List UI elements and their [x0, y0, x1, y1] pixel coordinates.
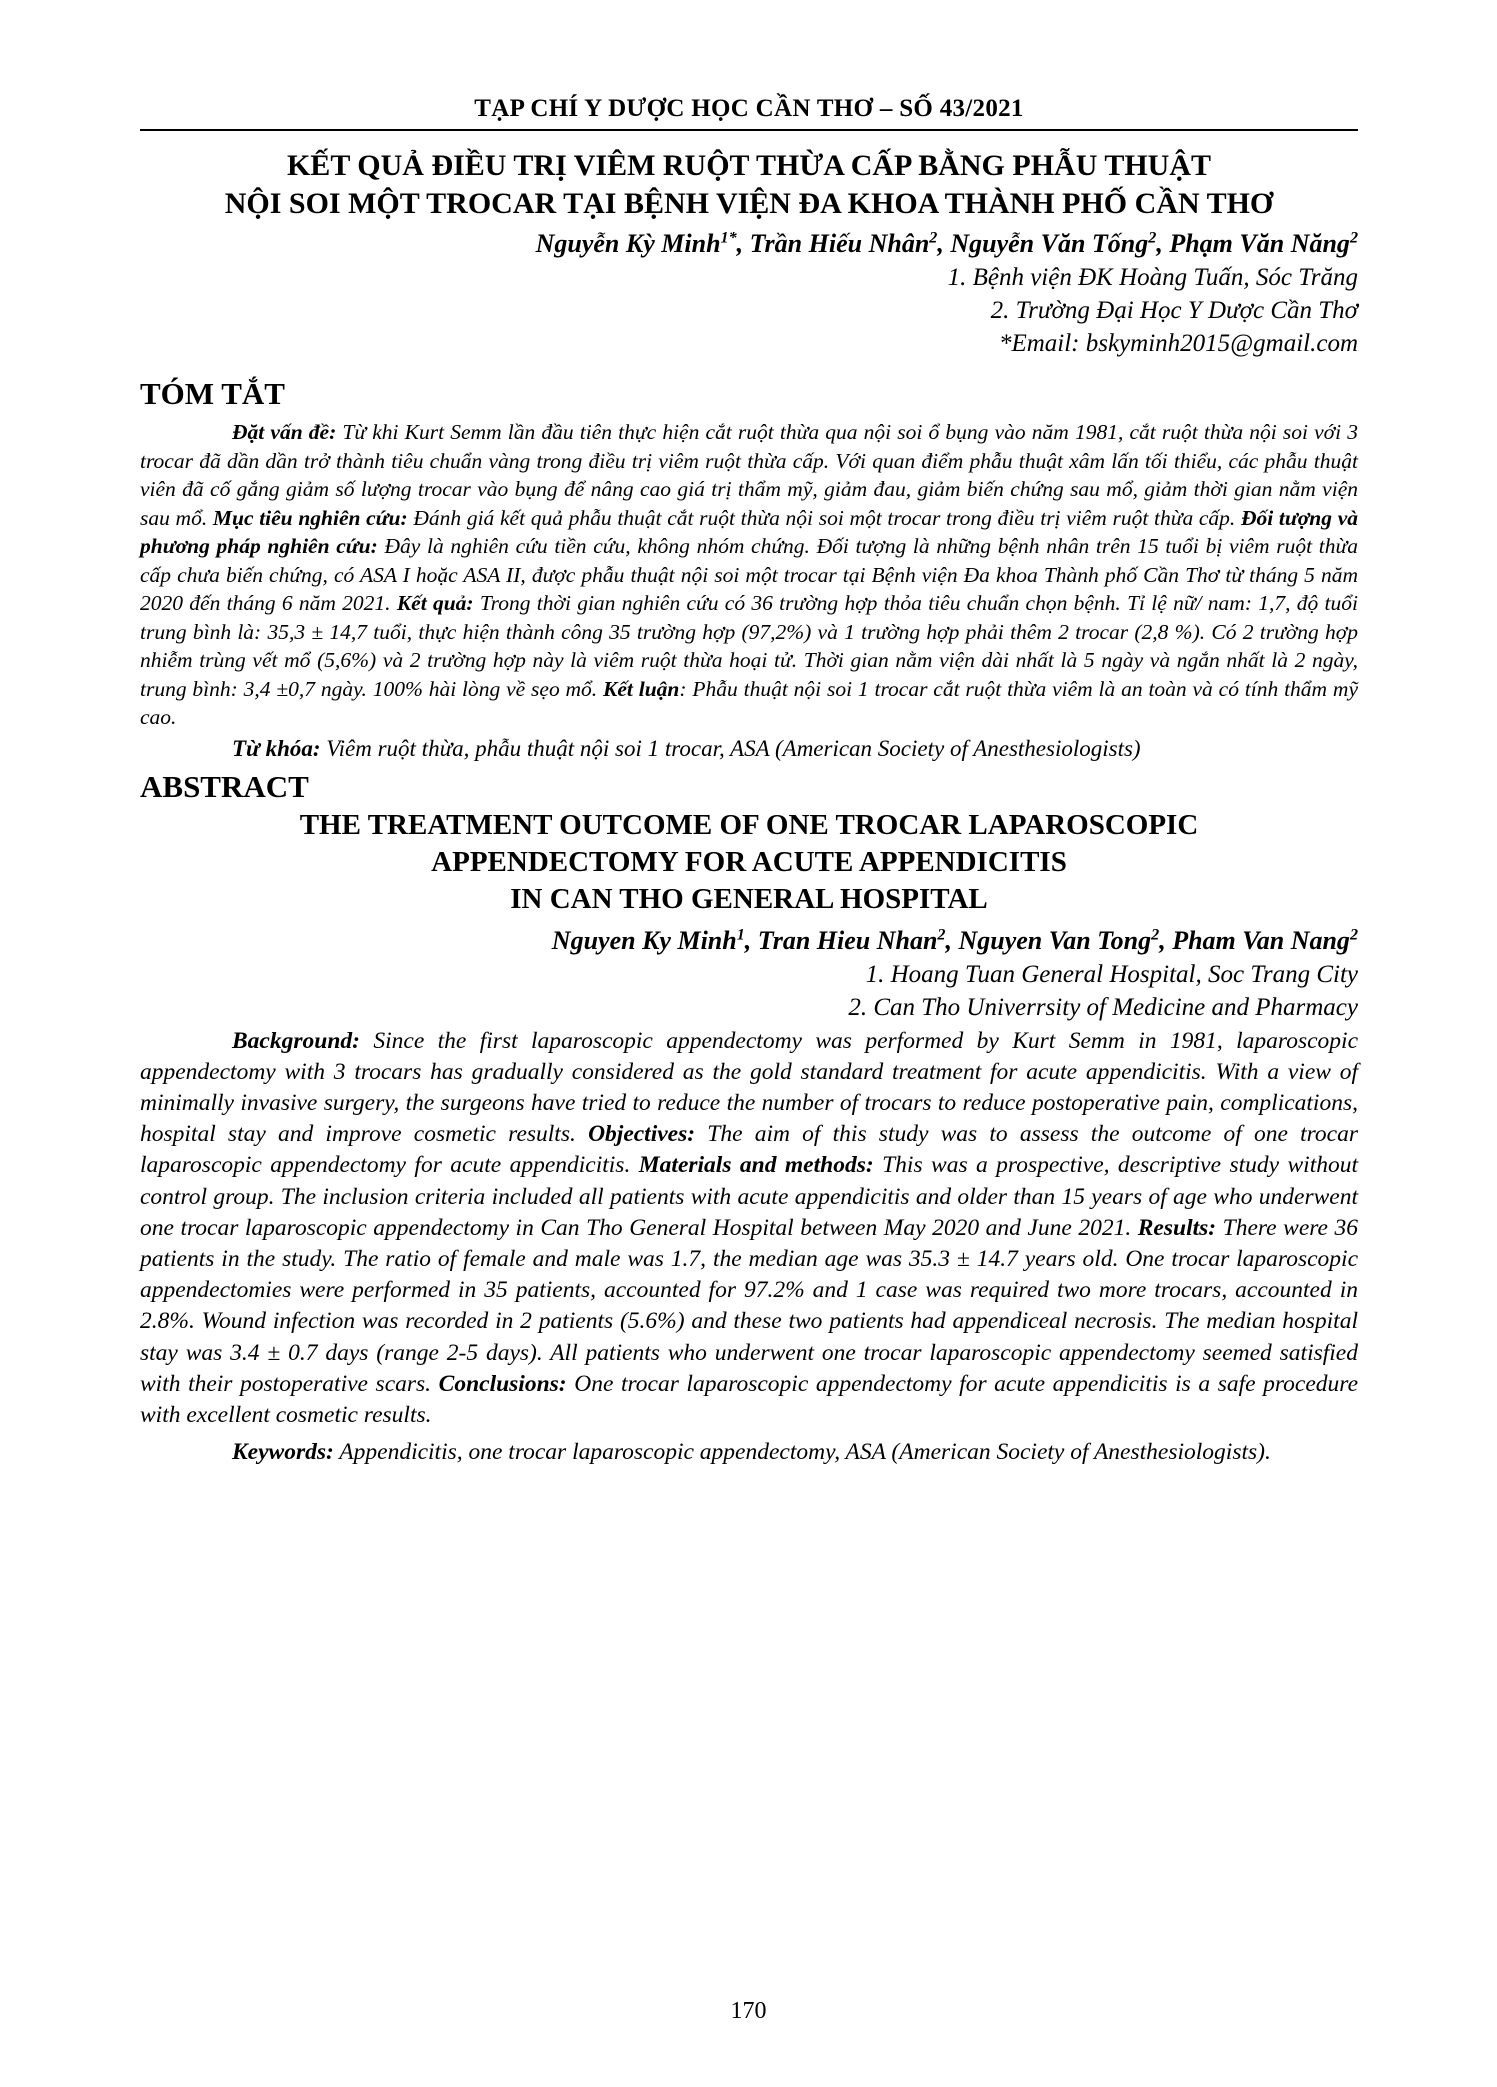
text-doi-tuong: Đây là nghiên cứu tiền cứu, không nhóm chứng. Đối tượng là những bệnh nhân trên 15 tuổi bị viêm ruột thừa cấp chưa biến chứng, có ASA I hoặc ASA II, được phẫu thuật nội soi một trocar tại Bệnh viện Đa khoa Thành phố Cần Thơ từ tháng 5 năm 2020 đến tháng 6 năm 2021.	[140, 534, 1358, 615]
label-ket-qua: Kết quả:	[396, 591, 474, 615]
label-ket-luan: Kết luận	[603, 676, 680, 701]
authors-vietnamese	[140, 227, 1358, 261]
author-separator: ,	[1156, 229, 1170, 258]
author-affiliation-mark: 1	[736, 925, 745, 943]
author-affiliation-mark: 2	[1349, 229, 1358, 247]
author-affiliation-mark: 2	[937, 925, 946, 943]
author-separator: ,	[736, 229, 750, 258]
author-name: Tran Hieu Nhan	[757, 925, 938, 955]
abstract-heading: ABSTRACT	[140, 768, 309, 804]
affiliations-vietnamese	[140, 261, 1358, 360]
page-number: 170	[730, 1998, 767, 2024]
label-tu-khoa: Từ khóa:	[232, 735, 321, 761]
title-en-line-2: APPENDECTOMY FOR ACUTE APPENDICITIS	[431, 845, 1067, 878]
text-tu-khoa: Viêm ruột thừa, phẫu thuật nội soi 1 trocar, ASA (American Society of Anesthesiologists)	[320, 735, 1141, 761]
affiliation-en-2: 2. Can Tho Univerrsity of Medicine and Pharmacy	[848, 993, 1358, 1021]
label-objectives: Objectives:	[588, 1121, 696, 1148]
author-affiliation-mark: 2	[1349, 925, 1358, 943]
text-ket-luan: : Phẫu thuật nội soi 1 trocar cắt ruột thừa viêm là an toàn và có tính thẩm mỹ cao.	[140, 676, 1358, 729]
author-name: Nguyễn Văn Tống	[950, 229, 1149, 258]
title-vn-line-2: NỘI SOI MỘT TROCAR TẠI BỆNH VIỆN ĐA KHOA THÀNH PHỐ CẦN THƠ	[224, 187, 1274, 220]
label-dat-van-de: Đặt vấn đề:	[232, 420, 337, 444]
label-doi-tuong: Đối tượng và phương pháp nghiên cứu:	[140, 505, 1358, 558]
text-muc-tieu: Đánh giá kết quả phẫu thuật cắt ruột thừa nội soi một trocar trong điều trị viêm ruột thừa cấp.	[407, 505, 1236, 530]
author-affiliation-mark: 2	[1148, 229, 1157, 247]
tomtat-heading: TÓM TẮT	[140, 376, 285, 411]
text-dat-van-de: Từ khi Kurt Semm lần đầu tiên thực hiện cắt ruột thừa qua nội soi ổ bụng vào năm 1981, cắt ruột thừa nội soi với 3 trocar đã dần dần trở thành tiêu chuẩn vàng trong điều trị viêm ruột thừa cấp. Với quan điểm phẫu thuật xâm lấn tối thiểu, các phẫu thuật viên đã cố gắng giảm số lượng trocar vào bụng để nâng cao giá trị thẩm mỹ, giảm đau, giảm biến chứng sau mổ, giảm thời gian nằm viện sau mổ.	[140, 420, 1359, 530]
author-name: Trần Hiếu Nhân	[749, 229, 930, 258]
tomtat-keywords	[140, 734, 1358, 763]
title-en-line-3: IN CAN THO GENERAL HOSPITAL	[510, 882, 988, 915]
text-methods: This was a prospective, descriptive study without control group. The inclusion criteria included all patients with acute appendicitis and older than 15 years of age who underwent one trocar laparoscopic appendectomy in Can Tho General Hospital between May 2020 and June 2021.	[140, 1152, 1359, 1241]
abstract-body	[140, 1026, 1358, 1432]
label-keywords: Keywords:	[232, 1439, 334, 1466]
article-page	[140, 95, 1358, 1468]
text-keywords: Appendicitis, one trocar laparoscopic appendectomy, ASA (American Society of Anesthesiologists).	[333, 1439, 1271, 1466]
label-results: Results:	[1137, 1214, 1217, 1241]
abstract-keywords	[140, 1437, 1358, 1468]
text-results: There were 36 patients in the study. The ratio of female and male was 1.7, the median age was 35.3 ± 14.7 years old. One trocar laparoscopic appendectomies were performed in 35 patients, accounted for 97.2% and 1 case was required two more trocars, accounted in 2.8%. Wound infection was recorded in 2 patients (5.6%) and these two patients had appendiceal necrosis. The median hospital stay was 3.4 ± 0.7 days (range 2-5 days). All patients who underwent one trocar laparoscopic appendectomy seemed satisfied with their postoperative scars.	[140, 1214, 1359, 1397]
author-name: Nguyen Van Tong	[958, 925, 1152, 955]
label-methods: Materials and methods:	[638, 1152, 874, 1179]
corresponding-email: *Email: bskyminh2015@gmail.com	[998, 330, 1358, 357]
text-background: Since the first laparoscopic appendectomy was performed by Kurt Semm in 1981, laparoscopic appendectomy with 3 trocars has gradually considered as the gold standard treatment for acute appendicitis. With a view of minimally invasive surgery, the surgeons have tried to reduce the number of trocars to reduce postoperative pain, complications, hospital stay and improve cosmetic results.	[140, 1027, 1358, 1148]
author-separator: ,	[945, 925, 959, 955]
label-background: Background:	[232, 1027, 360, 1054]
affiliation-2: 2. Trường Đại Học Y Dược Cần Thơ	[990, 297, 1358, 324]
tomtat-body	[140, 418, 1358, 732]
author-separator: ,	[937, 229, 951, 258]
author-separator: ,	[744, 925, 758, 955]
author-affiliation-mark: 2	[929, 229, 938, 247]
title-english	[140, 807, 1358, 918]
author-name: Nguyen Ky Minh	[551, 925, 737, 955]
title-en-line-1: THE TREATMENT OUTCOME OF ONE TROCAR LAPAROSCOPIC	[299, 808, 1199, 841]
label-muc-tieu: Mục tiêu nghiên cứu:	[212, 505, 408, 530]
author-separator: ,	[1159, 925, 1173, 955]
author-affiliation-mark: 2	[1151, 925, 1160, 943]
author-name: Pham Van Nang	[1172, 925, 1350, 955]
journal-header: TẠP CHÍ Y DƯỢC HỌC CẦN THƠ – SỐ 43/2021	[140, 95, 1358, 131]
affiliations-english	[140, 958, 1358, 1024]
text-objectives: The aim of this study was to assess the outcome of one trocar laparoscopic appendectomy for acute appendicitis.	[140, 1121, 1358, 1179]
label-conclusions: Conclusions:	[438, 1370, 567, 1397]
authors-english	[140, 924, 1358, 958]
title-vietnamese	[140, 147, 1358, 223]
affiliation-1: 1. Bệnh viện ĐK Hoàng Tuấn, Sóc Trăng	[947, 264, 1358, 291]
author-name: Phạm Văn Năng	[1169, 229, 1350, 258]
title-vn-line-1: KẾT QUẢ ĐIỀU TRỊ VIÊM RUỘT THỪA CẤP BẰNG PHẪU THUẬT	[286, 149, 1212, 182]
text-ket-qua: Trong thời gian nghiên cứu có 36 trường hợp thỏa tiêu chuẩn chọn bệnh. Tỉ lệ nữ/ nam: 1,7, độ tuổi trung bình là: 35,3 ± 14,7 tuổi, thực hiện thành công 35 trường hợp (97,2%) và 1 trường hợp phải thêm 2 trocar (2,8 %). Có 2 trường hợp nhiễm trùng vết mổ (5,6%) và 2 trường hợp này là viêm ruột thừa hoại tử. Thời gian nằm viện dài nhất là 5 ngày và ngắn nhất là 2 ngày, trung bình: 3,4 ±0,7 ngày. 100% hài lòng về sẹo mổ.	[140, 591, 1359, 701]
author-name: Nguyễn Kỳ Minh	[535, 229, 721, 258]
text-conclusions: One trocar laparoscopic appendectomy for acute appendicitis is a safe procedure with excellent cosmetic results.	[140, 1370, 1358, 1428]
affiliation-en-1: 1. Hoang Tuan General Hospital, Soc Trang City	[865, 960, 1358, 988]
author-affiliation-mark: 1*	[720, 229, 737, 247]
